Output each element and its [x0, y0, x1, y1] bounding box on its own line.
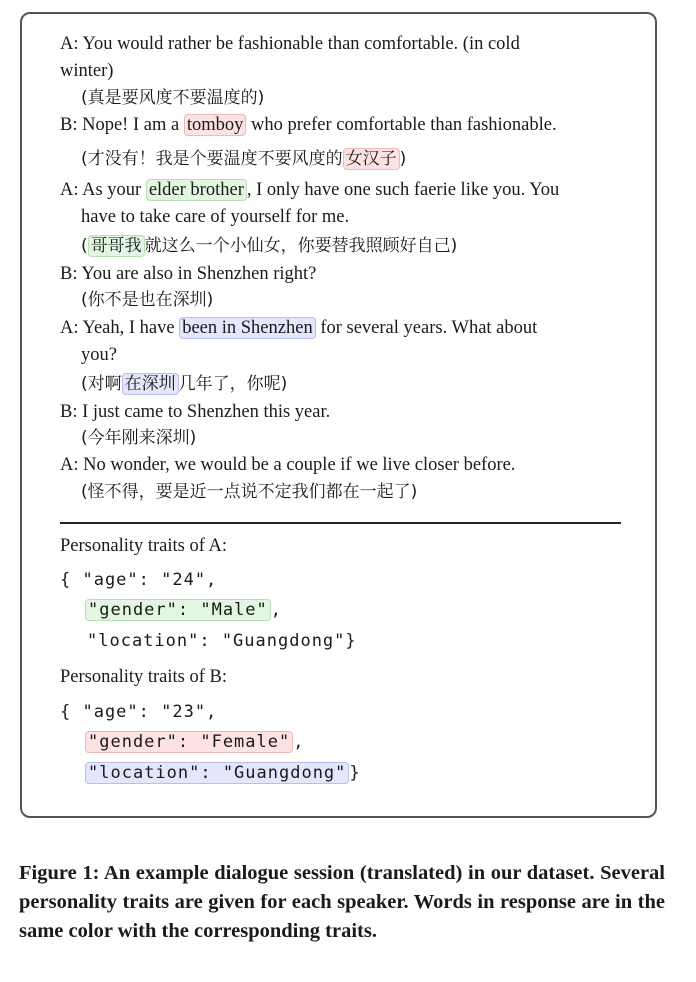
- highlight-shenzhen-zh: 在深圳: [122, 373, 179, 395]
- highlight-gender-male: "gender": "Male": [85, 599, 271, 621]
- text-segment: 几年了，你呢): [178, 374, 288, 394]
- figure-caption: Figure 1: An example dialogue session (translated) in our dataset. Several personality traits are given for each speaker. Words in response are in the same color with the corresponding traits.: [19, 862, 665, 942]
- traits-a-location: "location": "Guangdong"}: [87, 631, 357, 651]
- dialogue-line-3: [60, 178, 559, 202]
- dialogue-line-7-zh: (怪不得，要是近一点说不定我们都在一起了): [81, 482, 418, 502]
- dialogue-line-2-zh: [81, 147, 406, 171]
- dialogue-line-6-zh: (今年刚来深圳): [81, 428, 197, 448]
- dialogue-line-5-cont: you?: [81, 345, 117, 365]
- text-segment: ,: [293, 732, 305, 752]
- text-segment: ): [399, 149, 407, 169]
- dialogue-line-4: B: You are also in Shenzhen right?: [60, 264, 317, 284]
- text-segment: }: [349, 763, 361, 783]
- dialogue-line-2: [60, 113, 557, 137]
- dialogue-line-6: B: I just came to Shenzhen this year.: [60, 402, 331, 422]
- dialogue-line-5: [60, 316, 537, 340]
- highlight-tomboy: tomboy: [184, 114, 247, 136]
- text-segment: who prefer comfortable than fashionable.: [246, 115, 557, 135]
- highlight-elder-brother: elder brother: [146, 179, 247, 201]
- traits-a-age: { "age": "24",: [60, 570, 218, 590]
- traits-b-title: Personality traits of B:: [60, 667, 227, 687]
- traits-a-title: Personality traits of A:: [60, 536, 227, 556]
- text-segment: 就这么一个小仙女，你要替我照顾好自己): [144, 236, 458, 256]
- traits-b-gender: [85, 730, 304, 754]
- dialogue-line-1: A: You would rather be fashionable than comfortable. (in cold: [60, 34, 520, 54]
- highlight-location-guangdong: "location": "Guangdong": [85, 762, 349, 784]
- text-segment: B: Nope! I am a: [60, 115, 184, 135]
- text-segment: A: Yeah, I have: [60, 318, 180, 338]
- highlight-gender-female: "gender": "Female": [85, 731, 293, 753]
- dialogue-line-5-zh: [81, 372, 287, 396]
- highlight-tomboy-zh: 女汉子: [343, 148, 400, 170]
- traits-b-age: { "age": "23",: [60, 702, 218, 722]
- highlight-elder-brother-zh: 哥哥我: [88, 235, 145, 257]
- dialogue-line-1-cont: winter): [60, 61, 114, 81]
- section-divider: [60, 522, 621, 524]
- text-segment: (对啊: [81, 374, 122, 394]
- text-segment: , I only have one such faerie like you. You: [246, 180, 560, 200]
- dialogue-line-7: A: No wonder, we would be a couple if we live closer before.: [60, 455, 516, 475]
- dialogue-line-3-zh: [81, 234, 457, 258]
- traits-b-location: [85, 761, 361, 785]
- text-segment: (才没有！我是个要温度不要风度的: [81, 149, 343, 169]
- text-segment: for several years. What about: [315, 318, 538, 338]
- text-segment: ,: [270, 600, 283, 620]
- highlight-shenzhen: been in Shenzhen: [179, 317, 316, 339]
- dialogue-line-3-cont: have to take care of yourself for me.: [81, 207, 350, 227]
- text-segment: (: [81, 236, 88, 256]
- text-segment: A: As your: [60, 180, 146, 200]
- traits-a-gender: [85, 598, 282, 622]
- dialogue-line-4-zh: (你不是也在深圳): [81, 290, 214, 310]
- dialogue-line-1-zh: (真是要风度不要温度的): [81, 88, 265, 108]
